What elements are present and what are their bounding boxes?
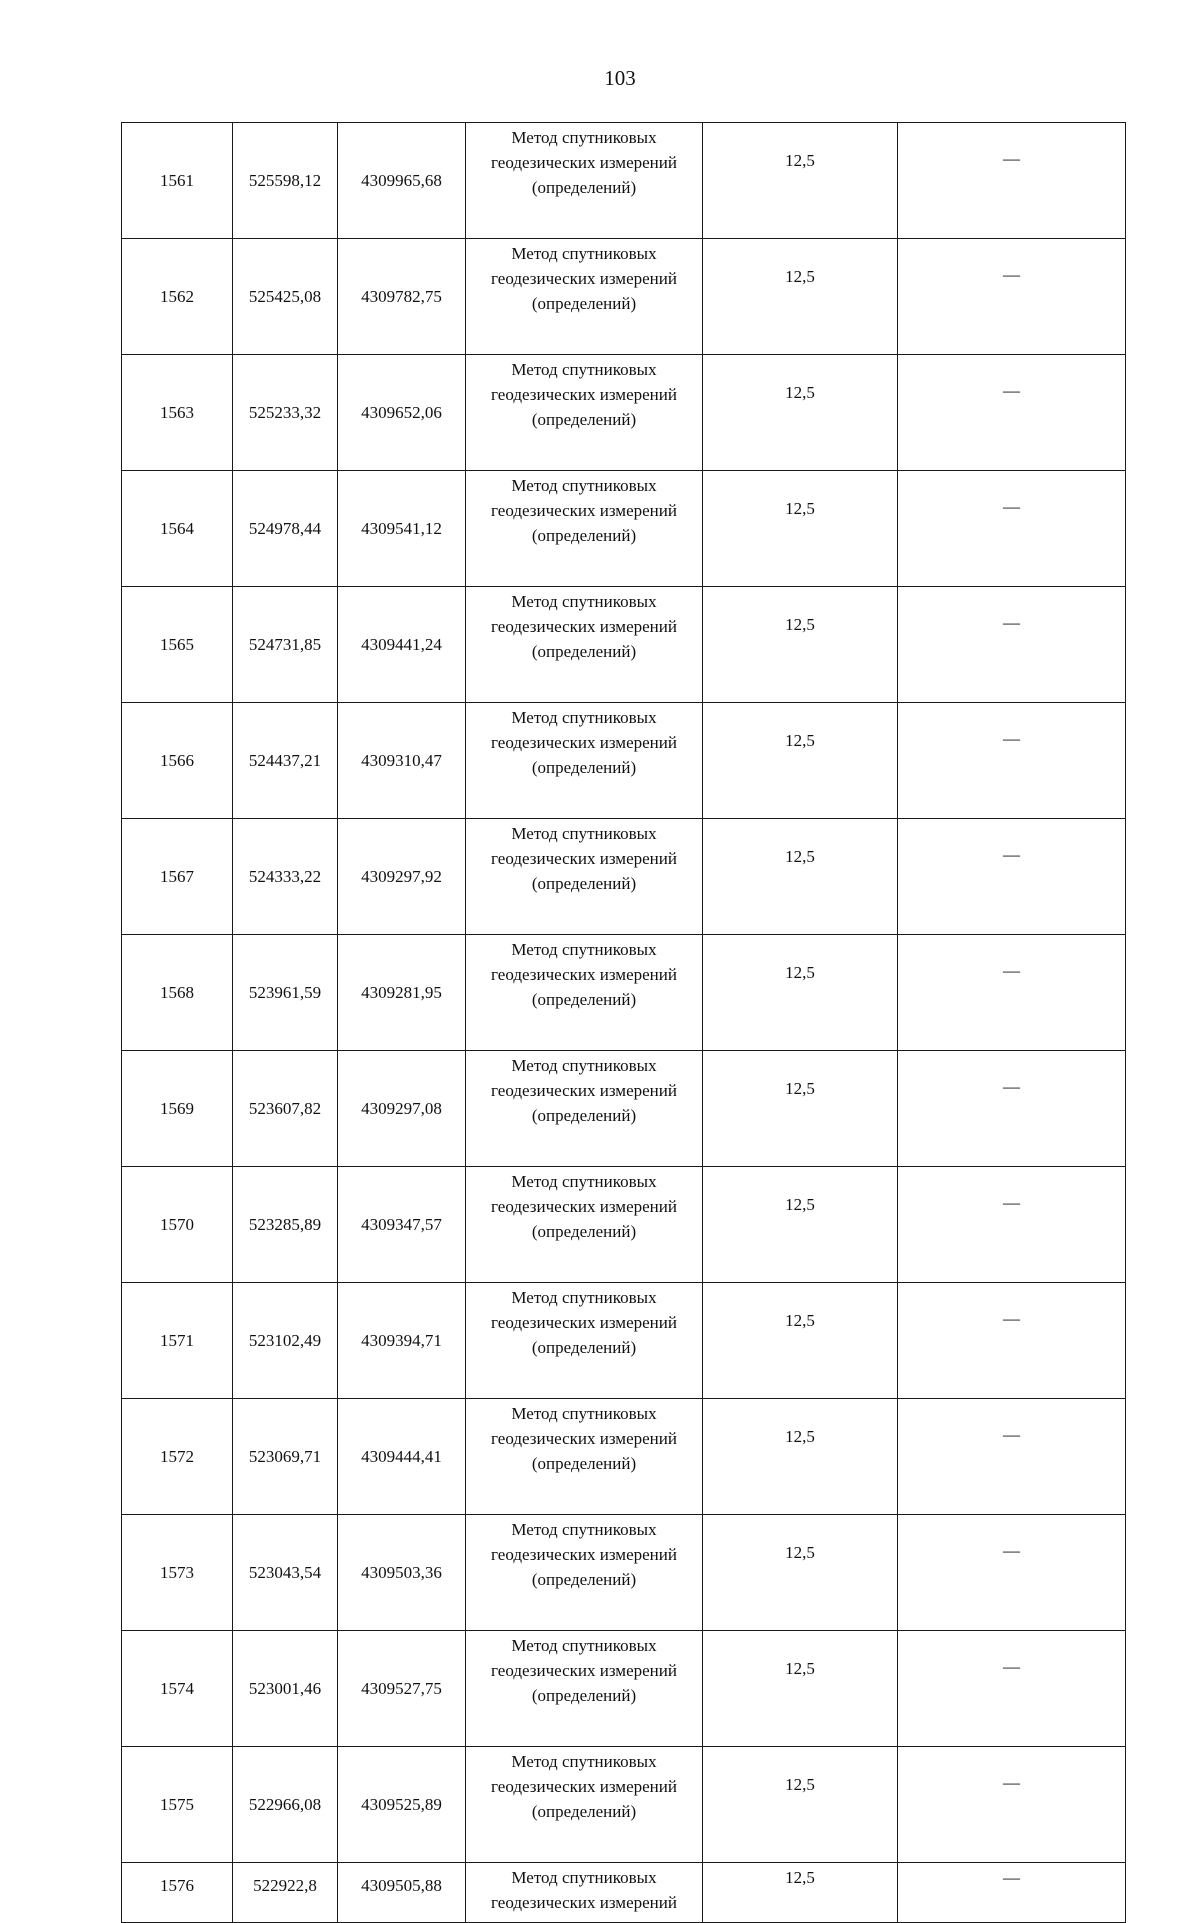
y-coordinate-cell: 4309782,75: [338, 239, 466, 355]
point-number-cell: 1573: [122, 1515, 233, 1631]
method-line: Метод спутниковых: [511, 476, 657, 495]
method-line: геодезических измерений: [491, 1893, 677, 1912]
empty-dash-cell: —: [898, 1167, 1126, 1283]
table-row: [122, 1167, 1126, 1283]
method-line: геодезических измерений: [491, 1313, 677, 1332]
method-line: Метод спутниковых: [511, 244, 657, 263]
method-line: Метод спутниковых: [511, 1404, 657, 1423]
accuracy-value-cell: 12,5: [703, 1747, 898, 1863]
method-line: геодезических измерений: [491, 385, 677, 404]
table-row: [122, 1631, 1126, 1747]
method-cell: [466, 1863, 703, 1923]
x-coordinate-cell: 524333,22: [233, 819, 338, 935]
method-line: геодезических измерений: [491, 1081, 677, 1100]
method-cell: [466, 703, 703, 819]
method-line: Метод спутниковых: [511, 1752, 657, 1771]
point-number-cell: 1565: [122, 587, 233, 703]
table-row: [122, 355, 1126, 471]
accuracy-value-cell: 12,5: [703, 935, 898, 1051]
method-line: (определений): [531, 410, 637, 429]
method-cell: [466, 355, 703, 471]
method-cell: [466, 1051, 703, 1167]
accuracy-value-cell: 12,5: [703, 587, 898, 703]
method-line: Метод спутниковых: [511, 940, 657, 959]
method-line: (определений): [531, 642, 637, 661]
x-coordinate-cell: 524978,44: [233, 471, 338, 587]
method-cell: [466, 819, 703, 935]
method-line: (определений): [531, 1802, 637, 1821]
point-number-cell: 1576: [122, 1863, 233, 1923]
x-coordinate-cell: 523001,46: [233, 1631, 338, 1747]
method-line: геодезических измерений: [491, 501, 677, 520]
accuracy-value-cell: 12,5: [703, 819, 898, 935]
table-row: [122, 123, 1126, 239]
point-number-cell: 1563: [122, 355, 233, 471]
y-coordinate-cell: 4309505,88: [338, 1863, 466, 1923]
empty-dash-cell: —: [898, 819, 1126, 935]
y-coordinate-cell: 4309444,41: [338, 1399, 466, 1515]
page-number: 103: [604, 66, 636, 90]
method-line: Метод спутниковых: [511, 1288, 657, 1307]
point-number-cell: 1575: [122, 1747, 233, 1863]
method-line: геодезических измерений: [491, 1429, 677, 1448]
point-number-cell: 1561: [122, 123, 233, 239]
point-number-cell: 1564: [122, 471, 233, 587]
method-line: геодезических измерений: [491, 849, 677, 868]
method-cell: [466, 935, 703, 1051]
method-line: (определений): [531, 874, 637, 893]
empty-dash-cell: —: [898, 1283, 1126, 1399]
y-coordinate-cell: 4309281,95: [338, 935, 466, 1051]
y-coordinate-cell: 4309652,06: [338, 355, 466, 471]
empty-dash-cell: —: [898, 935, 1126, 1051]
method-line: геодезических измерений: [491, 1545, 677, 1564]
table-row: [122, 935, 1126, 1051]
method-line: Метод спутниковых: [511, 824, 657, 843]
empty-dash-cell: —: [898, 1399, 1126, 1515]
accuracy-value-cell: 12,5: [703, 1051, 898, 1167]
point-number-cell: 1562: [122, 239, 233, 355]
empty-dash-cell: —: [898, 1051, 1126, 1167]
table-row: [122, 703, 1126, 819]
method-cell: [466, 471, 703, 587]
accuracy-value-cell: 12,5: [703, 239, 898, 355]
method-line: геодезических измерений: [491, 965, 677, 984]
x-coordinate-cell: 523069,71: [233, 1399, 338, 1515]
empty-dash-cell: —: [898, 1515, 1126, 1631]
y-coordinate-cell: 4309297,08: [338, 1051, 466, 1167]
accuracy-value-cell: 12,5: [703, 1631, 898, 1747]
coordinates-table: [121, 122, 1126, 1923]
method-line: Метод спутниковых: [511, 1868, 657, 1887]
coordinates-table-body: [122, 123, 1126, 1923]
table-row: [122, 1283, 1126, 1399]
table-row: [122, 471, 1126, 587]
table-row: [122, 1051, 1126, 1167]
empty-dash-cell: —: [898, 703, 1126, 819]
accuracy-value-cell: 12,5: [703, 471, 898, 587]
point-number-cell: 1570: [122, 1167, 233, 1283]
method-cell: [466, 239, 703, 355]
method-line: (определений): [531, 178, 637, 197]
accuracy-value-cell: 12,5: [703, 1167, 898, 1283]
method-cell: [466, 1747, 703, 1863]
method-line: геодезических измерений: [491, 1197, 677, 1216]
empty-dash-cell: —: [898, 1631, 1126, 1747]
x-coordinate-cell: 525233,32: [233, 355, 338, 471]
x-coordinate-cell: 523102,49: [233, 1283, 338, 1399]
method-cell: [466, 1631, 703, 1747]
empty-dash-cell: —: [898, 1747, 1126, 1863]
table-row: [122, 819, 1126, 935]
point-number-cell: 1568: [122, 935, 233, 1051]
method-line: Метод спутниковых: [511, 1636, 657, 1655]
point-number-cell: 1569: [122, 1051, 233, 1167]
method-cell: [466, 1515, 703, 1631]
method-line: геодезических измерений: [491, 617, 677, 636]
table-row: [122, 1515, 1126, 1631]
method-line: Метод спутниковых: [511, 128, 657, 147]
empty-dash-cell: —: [898, 239, 1126, 355]
x-coordinate-cell: 525425,08: [233, 239, 338, 355]
y-coordinate-cell: 4309394,71: [338, 1283, 466, 1399]
x-coordinate-cell: 525598,12: [233, 123, 338, 239]
table-row: [122, 239, 1126, 355]
method-cell: [466, 1399, 703, 1515]
point-number-cell: 1574: [122, 1631, 233, 1747]
table-row: [122, 1399, 1126, 1515]
method-cell: [466, 1283, 703, 1399]
empty-dash-cell: —: [898, 471, 1126, 587]
x-coordinate-cell: 524437,21: [233, 703, 338, 819]
point-number-cell: 1571: [122, 1283, 233, 1399]
method-line: (определений): [531, 1222, 637, 1241]
y-coordinate-cell: 4309310,47: [338, 703, 466, 819]
empty-dash-cell: —: [898, 355, 1126, 471]
y-coordinate-cell: 4309347,57: [338, 1167, 466, 1283]
point-number-cell: 1567: [122, 819, 233, 935]
y-coordinate-cell: 4309503,36: [338, 1515, 466, 1631]
accuracy-value-cell: 12,5: [703, 1863, 898, 1923]
accuracy-value-cell: 12,5: [703, 355, 898, 471]
x-coordinate-cell: 524731,85: [233, 587, 338, 703]
empty-dash-cell: —: [898, 1863, 1126, 1923]
method-line: (определений): [531, 1570, 637, 1589]
method-line: (определений): [531, 526, 637, 545]
method-line: геодезических измерений: [491, 733, 677, 752]
empty-dash-cell: —: [898, 123, 1126, 239]
method-line: (определений): [531, 758, 637, 777]
table-row: [122, 587, 1126, 703]
method-line: (определений): [531, 1106, 637, 1125]
method-cell: [466, 587, 703, 703]
accuracy-value-cell: 12,5: [703, 1399, 898, 1515]
method-line: (определений): [531, 990, 637, 1009]
method-line: (определений): [531, 294, 637, 313]
x-coordinate-cell: 523285,89: [233, 1167, 338, 1283]
y-coordinate-cell: 4309297,92: [338, 819, 466, 935]
accuracy-value-cell: 12,5: [703, 703, 898, 819]
point-number-cell: 1572: [122, 1399, 233, 1515]
method-line: геодезических измерений: [491, 1777, 677, 1796]
accuracy-value-cell: 12,5: [703, 1283, 898, 1399]
accuracy-value-cell: 12,5: [703, 123, 898, 239]
method-line: Метод спутниковых: [511, 592, 657, 611]
empty-dash-cell: —: [898, 587, 1126, 703]
x-coordinate-cell: 523607,82: [233, 1051, 338, 1167]
x-coordinate-cell: 522966,08: [233, 1747, 338, 1863]
table-row: [122, 1863, 1126, 1923]
x-coordinate-cell: 523961,59: [233, 935, 338, 1051]
y-coordinate-cell: 4309441,24: [338, 587, 466, 703]
method-line: Метод спутниковых: [511, 1056, 657, 1075]
y-coordinate-cell: 4309525,89: [338, 1747, 466, 1863]
x-coordinate-cell: 523043,54: [233, 1515, 338, 1631]
accuracy-value-cell: 12,5: [703, 1515, 898, 1631]
method-line: геодезических измерений: [491, 153, 677, 172]
method-line: геодезических измерений: [491, 1661, 677, 1680]
method-cell: [466, 1167, 703, 1283]
y-coordinate-cell: 4309527,75: [338, 1631, 466, 1747]
method-line: (определений): [531, 1338, 637, 1357]
y-coordinate-cell: 4309541,12: [338, 471, 466, 587]
method-line: Метод спутниковых: [511, 1172, 657, 1191]
y-coordinate-cell: 4309965,68: [338, 123, 466, 239]
method-line: геодезических измерений: [491, 269, 677, 288]
method-line: (определений): [531, 1454, 637, 1473]
method-line: Метод спутниковых: [511, 1520, 657, 1539]
method-line: (определений): [531, 1686, 637, 1705]
method-line: Метод спутниковых: [511, 360, 657, 379]
table-row: [122, 1747, 1126, 1863]
method-cell: [466, 123, 703, 239]
method-line: Метод спутниковых: [511, 708, 657, 727]
point-number-cell: 1566: [122, 703, 233, 819]
x-coordinate-cell: 522922,8: [233, 1863, 338, 1923]
